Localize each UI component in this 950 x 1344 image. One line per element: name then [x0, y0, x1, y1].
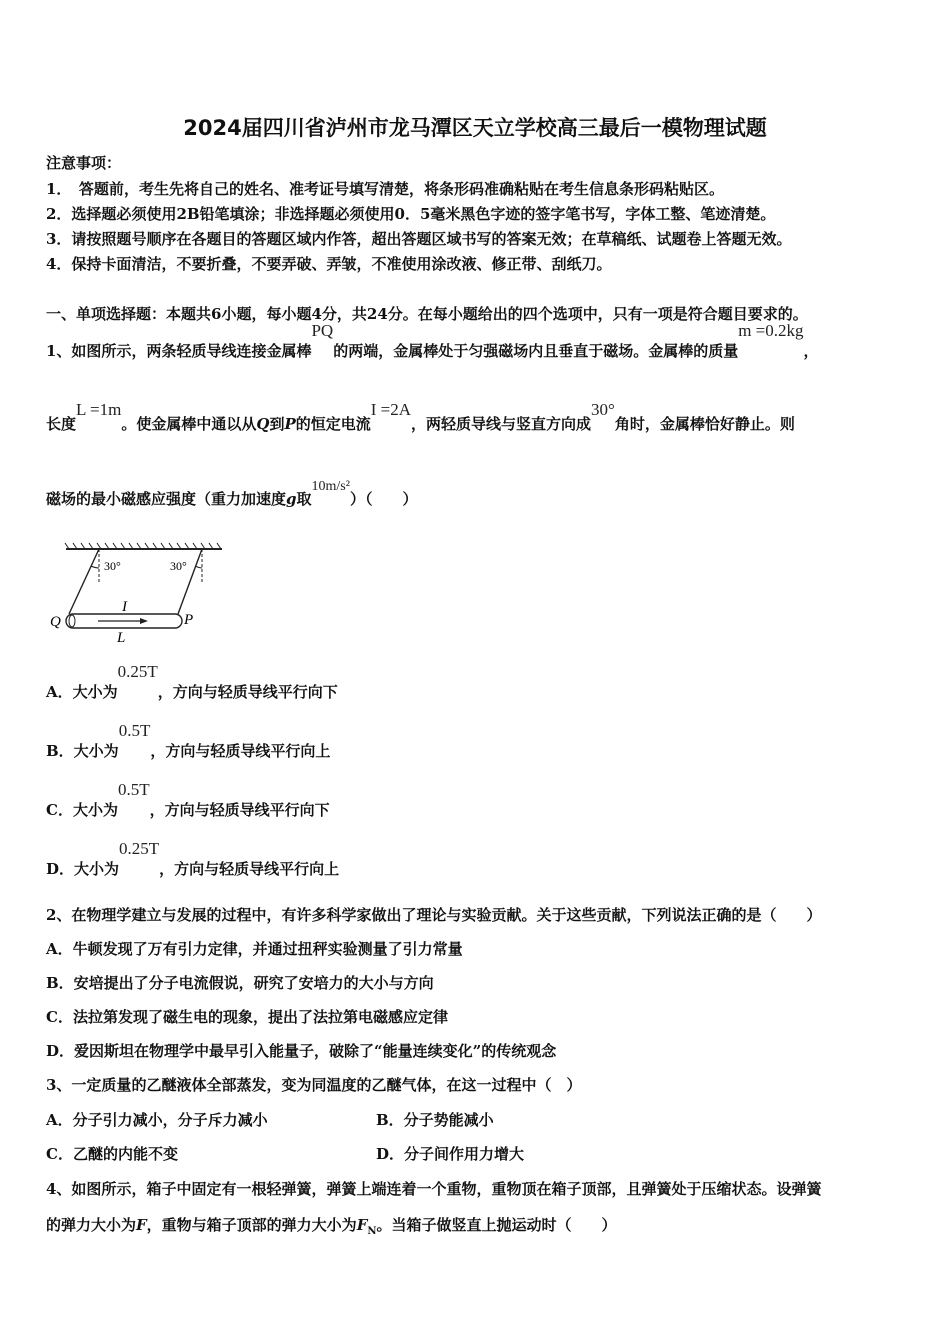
label-q: Q: [50, 614, 61, 630]
q1-line-3: 磁场的最小磁感应强度（重力加速度g取10m/s²）（ ）: [46, 479, 418, 508]
q3-option-c: C．乙醚的内能不变: [46, 1145, 178, 1163]
q1-option-b: B．大小为0.5T，方向与轻质导线平行向上: [46, 721, 331, 760]
q2-option-d: D．爱因斯坦在物理学中最早引入能量子，破除了“能量连续变化”的传统观念: [46, 1042, 557, 1060]
math-pq: PQ: [311, 321, 334, 340]
q1-line-2: 长度L =1m。使金属棒中通以从Q到P的恒定电流I =2A，两轻质导线与竖直方向成30°角时，金属棒恰好静止。则: [46, 400, 795, 433]
notice-item: 2．选择题必须使用2B铅笔填涂；非选择题必须使用0．5毫米黑色字迹的签字笔书写，字体工整、笔迹清楚。: [46, 205, 776, 223]
left-wire: [69, 549, 99, 614]
q2-option-a: A．牛顿发现了万有引力定律，并通过扭秤实验测量了引力常量: [46, 940, 463, 958]
q3-stem: 3、一定质量的乙醚液体全部蒸发，变为同温度的乙醚气体，在这一过程中（ ）: [46, 1076, 582, 1094]
q2-stem: 2、在物理学建立与发展的过程中，有许多科学家做出了理论与实验贡献。关于这些贡献，下列说法正确的是（ ）: [46, 906, 822, 924]
q2-option-b: B．安培提出了分子电流假说，研究了安培力的大小与方向: [46, 974, 434, 992]
math-mass: m =0.2kg: [738, 321, 804, 340]
section-heading: 一、单项选择题：本题共6小题，每小题4分，共24分。在每小题给出的四个选项中，只有一项是符合题目要求的。: [46, 305, 808, 323]
right-angle-arc: [195, 566, 202, 568]
q3-option-a: A．分子引力减小，分子斥力减小: [46, 1111, 268, 1129]
math-current: I =2A: [370, 400, 412, 419]
notice-item: 1． 答题前，考生先将自己的姓名、准考证号填写清楚，将条形码准确粘贴在考生信息条形码粘贴区。: [46, 180, 724, 198]
notice-heading: 注意事项：: [46, 154, 122, 172]
right-angle-label: 30°: [170, 559, 187, 573]
left-angle-arc: [91, 566, 99, 568]
q4-line-1: 4、如图所示，箱子中固定有一根轻弹簧，弹簧上端连着一个重物，重物顶在箱子顶部，且弹簧处于压缩状态。设弹簧: [46, 1180, 822, 1198]
q1-option-c: C．大小为0.5T，方向与轻质导线平行向下: [46, 780, 330, 819]
q1-option-a: A．大小为0.25T，方向与轻质导线平行向下: [46, 662, 338, 701]
left-angle-label: 30°: [104, 559, 121, 573]
label-l: L: [117, 630, 126, 645]
label-p: P: [184, 612, 194, 628]
math-length: L =1m: [76, 400, 122, 419]
q1-figure: [44, 540, 234, 645]
q2-option-c: C．法拉第发现了磁生电的现象，提出了法拉第电磁感应定律: [46, 1008, 448, 1026]
label-i: I: [122, 599, 127, 615]
q1-line-1: 1、如图所示，两条轻质导线连接金属棒PQ的两端，金属棒处于匀强磁场内且垂直于磁场。金属棒的质量m =0.2kg，: [46, 321, 819, 360]
ceiling: [65, 543, 222, 549]
notice-item: 4．保持卡面清洁，不要折叠，不要弄破、弄皱，不准使用涂改液、修正带、刮纸刀。: [46, 255, 612, 273]
q3-option-d: D．分子间作用力增大: [376, 1145, 525, 1163]
math-gravity: 10m/s²: [311, 479, 350, 494]
q4-line-2: 的弹力大小为F，重物与箱子顶部的弹力大小为$F_N$。当箱子做竖直上抛运动时（ ）: [46, 1216, 617, 1237]
notice-item: 3．请按照题号顺序在各题目的答题区域内作答，超出答题区域书写的答案无效；在草稿纸、试题卷上答题无效。: [46, 230, 792, 248]
q3-option-b: B．分子势能减小: [376, 1111, 494, 1129]
math-angle: 30°: [591, 400, 615, 419]
page-title: 2024届四川省泸州市龙马潭区天立学校高三最后一模物理试题: [183, 116, 767, 140]
q1-option-d: D．大小为0.25T，方向与轻质导线平行向上: [46, 839, 340, 878]
